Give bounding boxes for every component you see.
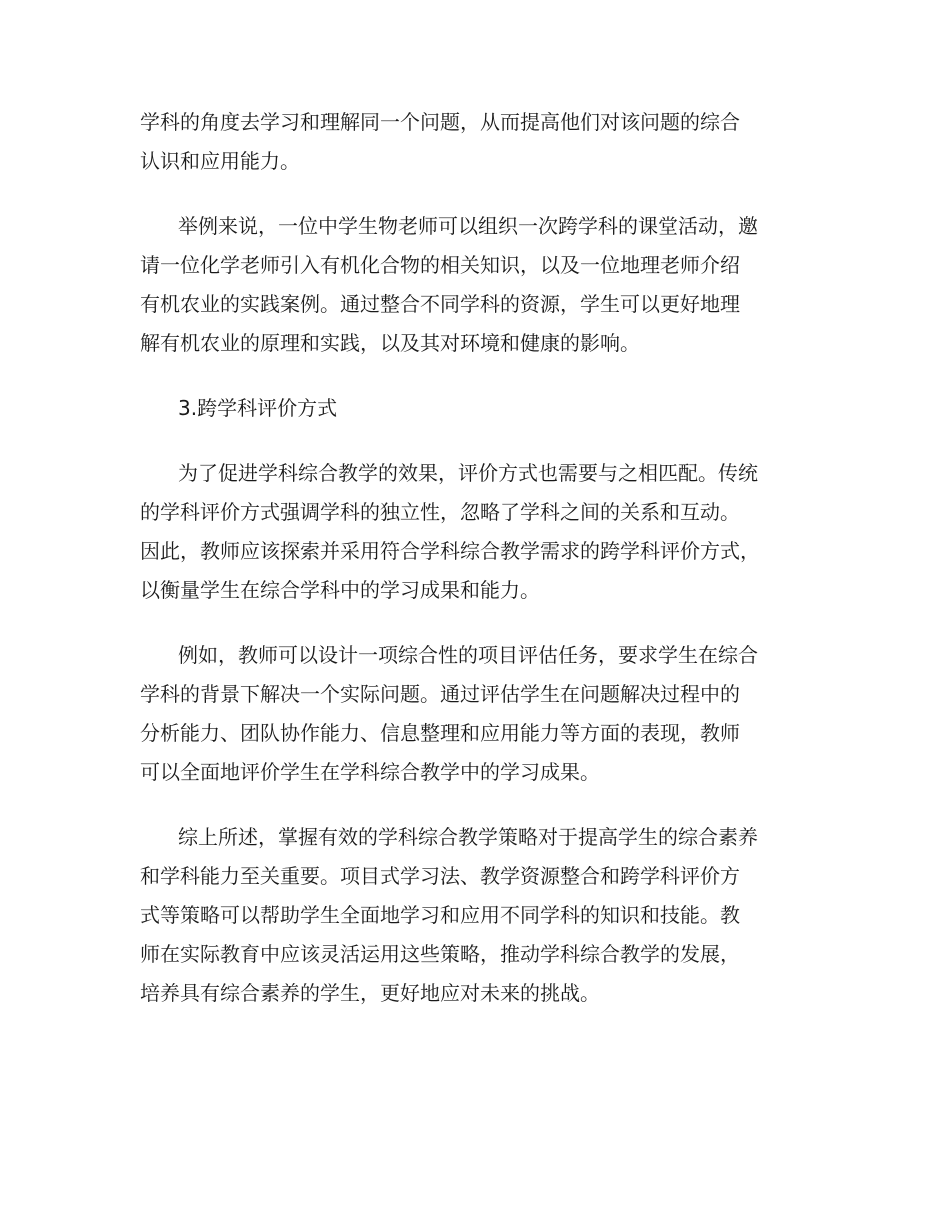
text-line: 有机农业的实践案例。通过整合不同学科的资源，学生可以更好地理 xyxy=(140,292,740,316)
section-heading-text: 3.跨学科评价方式 xyxy=(178,396,338,420)
paragraph-evaluation xyxy=(140,454,820,610)
paragraph-example-project xyxy=(140,636,820,792)
text-line: 学科的角度去学习和理解同一个问题，从而提高他们对该问题的综合 xyxy=(140,110,740,134)
text-line: 因此，教师应该探索并采用符合学科综合教学需求的跨学科评价方式， xyxy=(140,539,760,563)
text-line: 师在实际教育中应该灵活运用这些策略，推动学科综合教学的发展， xyxy=(140,942,740,966)
section-heading xyxy=(140,389,820,428)
text-line: 以衡量学生在综合学科中的学习成果和能力。 xyxy=(140,578,540,602)
text-line: 可以全面地评价学生在学科综合教学中的学习成果。 xyxy=(140,760,600,784)
document-body xyxy=(140,103,820,1039)
text-line: 综上所述，掌握有效的学科综合教学策略对于提高学生的综合素养 xyxy=(178,825,758,849)
text-line: 分析能力、团队协作能力、信息整理和应用能力等方面的表现，教师 xyxy=(140,721,740,745)
paragraph-continuation xyxy=(140,103,820,181)
text-line: 的学科评价方式强调学科的独立性，忽略了学科之间的关系和互动。 xyxy=(140,500,740,524)
text-line: 式等策略可以帮助学生全面地学习和应用不同学科的知识和技能。教 xyxy=(140,903,740,927)
paragraph-summary xyxy=(140,818,820,1013)
paragraph-example-biology xyxy=(140,207,820,363)
text-line: 培养具有综合素养的学生，更好地应对未来的挑战。 xyxy=(140,981,600,1005)
text-line: 举例来说，一位中学生物老师可以组织一次跨学科的课堂活动，邀 xyxy=(178,214,758,238)
text-line: 解有机农业的原理和实践，以及其对环境和健康的影响。 xyxy=(140,331,640,355)
text-line: 认识和应用能力。 xyxy=(140,149,300,173)
text-line: 请一位化学老师引入有机化合物的相关知识，以及一位地理老师介绍 xyxy=(140,253,740,277)
text-line: 为了促进学科综合教学的效果，评价方式也需要与之相匹配。传统 xyxy=(178,461,758,485)
text-line: 例如，教师可以设计一项综合性的项目评估任务，要求学生在综合 xyxy=(178,643,758,667)
text-line: 和学科能力至关重要。项目式学习法、教学资源整合和跨学科评价方 xyxy=(140,864,740,888)
text-line: 学科的背景下解决一个实际问题。通过评估学生在问题解决过程中的 xyxy=(140,682,740,706)
